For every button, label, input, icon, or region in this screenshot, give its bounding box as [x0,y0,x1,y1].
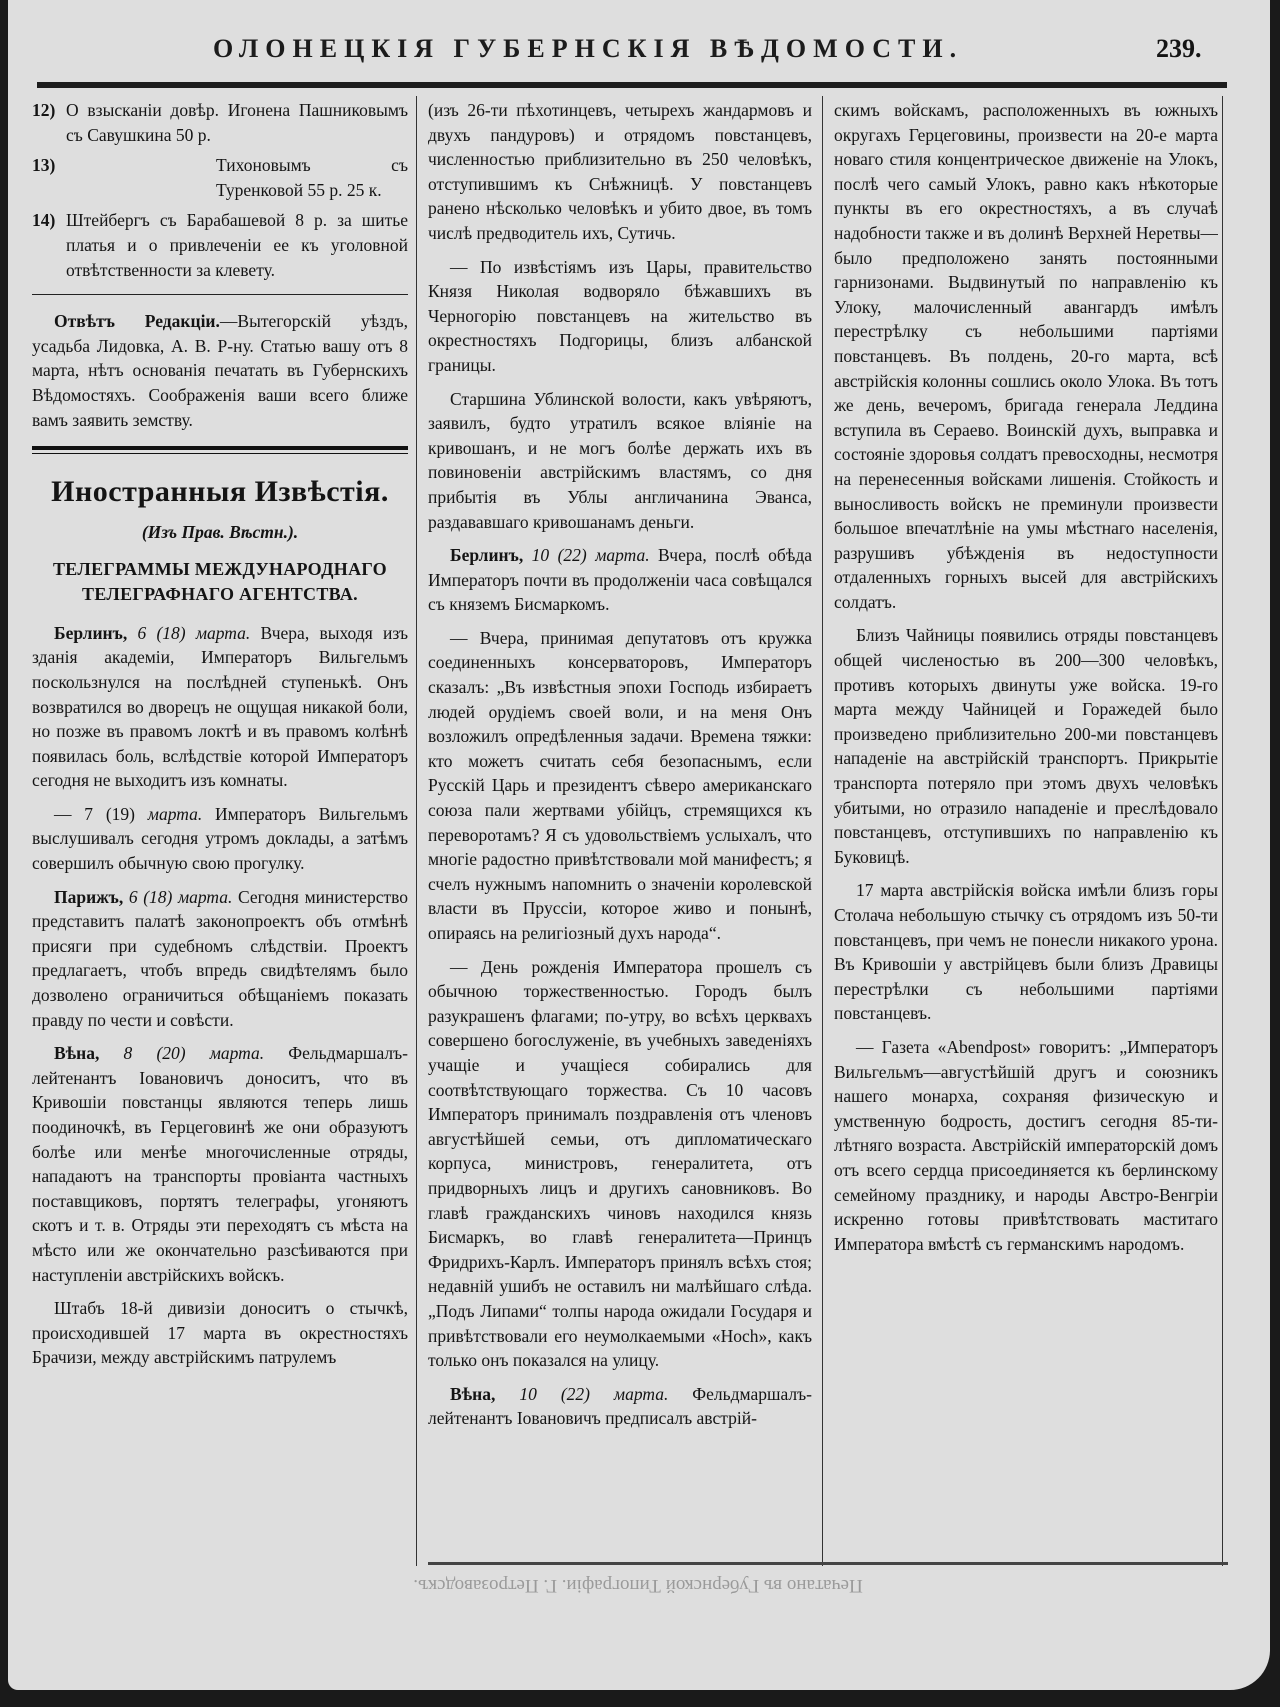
article-paragraph: Штабъ 18-й дивизіи доноситъ о стычкѣ, происходившей 17 марта въ окрестностяхъ Брачизи, между австрійскимъ патрулемъ [32,1298,408,1368]
article-paragraph: Близъ Чайницы появились отряды повстанцевъ общей численостью въ 200—300 человѣкъ, противъ которыхъ двинуты уже войска. 19-го марта между Чайницей и Горажедей было произведено приблизительно 200-ми повстанцевъ нападеніе на австрійскій транспортъ. Прикрытіе транспорта потеряло при этомъ двухъ человѣкъ убитыми, но отразило нападеніе и преслѣдовало повстанцевъ, отступившихъ по направленію къ Буковицѣ. [834,625,1218,867]
item-text: Штейбергъ съ Барабашевой 8 р. за шитье платья и о привлеченіи ее къ уголовной отвѣтственности за клевету. [66,210,408,280]
article-paragraph [32,1041,408,1287]
article-paragraph [428,543,812,617]
dateline-date: 8 (20) марта. [123,1043,265,1064]
section-rule [32,453,408,454]
source-note: (Изъ Прав. Вѣстн.). [141,522,299,543]
article-paragraph: — Газета «Abendpost» говоритъ: „Императоръ Вильгельмъ—августѣйшій другъ и союзникъ нашего монарха, сохраняя физическую и умственную бодрость, достигъ сегодня 85-ти-лѣтняго возраста. Австрійскій императорскій домъ отъ всего сердца присоединяется къ берлинскому семейному празднику, и народы Австро-Венгріи искренно готовы привѣтствовать маститаго Императора вмѣстѣ съ германскимъ народомъ. [834,1036,1218,1254]
paragraph-text: Императоръ Вильгельмъ выслушивалъ сегодня утромъ доклады, а затѣмъ совершилъ обычную свою прогулку. [32,803,408,874]
column-3 [834,98,1218,1564]
item-text: Тихоновымъ съ Туренковой 55 р. 25 к. [216,155,408,200]
dateline-date: марта. [147,803,203,824]
article-paragraph [32,885,408,1033]
dateline-place: Берлинъ, [450,545,524,566]
list-item [32,153,408,202]
article-paragraph: 17 марта австрійскія войска имѣли близъ горы Столача небольшую стычку съ отрядомъ изъ 50-ти повстанцевъ, при чемъ не понесли никакого урона. Въ Кривошіи у австрійцевъ были близъ Дравицы перестрѣлки съ небольшими партіями повстанцевъ. [834,880,1218,1024]
item-number: 13) [32,155,56,176]
article-paragraph: Старшина Ублинской волости, какъ увѣряютъ, заявилъ, будто утратилъ всякое вліяніе на кривошанъ, и не могъ болѣе держать ихъ въ повиновеніи австрійскимъ властямъ, со дня прибытія въ Ублы англичанина Эванса, раздававшаго кривошанамъ деньги. [428,388,812,532]
article-paragraph [428,1382,812,1431]
newspaper-page [8,0,1270,1690]
bottom-rule [428,1562,1228,1565]
divider [32,294,408,295]
paragraph-text: Фельдмаршалъ-лейтенантъ Іовановичъ доноситъ, что въ Кривошіи повстанцы являются теперь лишь поодиночкѣ, въ Герцеговинѣ же они образуютъ болѣе или менѣе многочисленные отряды, нападаютъ на транспорты провіанта частныхъ поставщиковъ, портятъ телеграфы, угоняютъ скотъ и т. в. Отряды эти переходятъ съ мѣста на мѣсто или же окончательно разсѣиваются при наступленіи австрійскихъ войскъ. [32,1043,408,1285]
article-paragraph: — День рожденія Императора прошелъ съ обычною торжественностью. Городъ былъ разукрашенъ флагами; по-утру, во всѣхъ церквахъ совершено богослуженіе, въ учебныхъ заведеніяхъ учащіе и учащіеся собирались для соотвѣтствующаго торжества. Съ 10 часовъ Императоръ принималъ поздравленія отъ членовъ августѣйшей семьи, отъ дипломатическаго корпуса, министровъ, генералитета, отъ придворныхъ лицъ и другихъ сановниковъ. Во главѣ гражданскихъ чиновъ находился князь Бисмаркъ, во главѣ генералитета—Принцъ Фридрихъ-Карлъ. Императоръ принялъ всѣхъ стоя; недавній ушибъ не оставилъ ни малѣйшаго слѣда. „Подъ Липами“ толпы народа ожидали Государя и привѣтствовали его неумолкаемыми «Hoch», какъ только онъ показался на улицу. [428,956,812,1371]
item-number: 14) [32,210,56,231]
paragraph-text: Вчера, выходя изъ зданія академіи, Императоръ Вильгельмъ поскользнулся на послѣдней ступенькѣ. Онъ возвратился во дворецъ не ощущая никакой боли, но позже въ правомъ локтѣ и въ правомъ колѣнѣ появилась боль, вслѣдствіе которой Императоръ сегодня не выходитъ изъ комнаты. [32,622,408,791]
masthead [8,34,1270,70]
column-1 [32,98,408,1564]
header-rule [37,82,1227,88]
dateline-place: — 7 (19) [54,803,135,824]
item-number: 12) [32,100,56,120]
article-paragraph: — Вчера, принимая депутатовъ отъ кружка соединенныхъ консерваторовъ, Императоръ сказалъ: „Въ извѣстныя эпохи Господь избираетъ людей орудіемъ своей воли, и на меня Онъ возложилъ опредѣленныя задачи. Времена тяжки: кто можетъ считать себя безопаснымъ, если Русскій Царь и президентъ сѣверо американскаго союза пали жертвами убійцъ, стремящихся къ переворотамъ? Я съ удовольствіемъ услыхалъ, что многіе радостно привѣтствовали мой манифестъ; я счелъ нужнымъ напомнить о значеніи королевской власти въ Пруссіи, которое живо и понынѣ, опираясь на религіозный духъ народа“. [428,627,812,943]
telegram-heading: ТЕЛЕГРАММЫ МЕЖДУНАРОДНАГО ТЕЛЕГРАФНАГО АГЕНТСТВА. [53,558,387,604]
article-paragraph: — По извѣстіямъ изъ Цары, правительство Князя Николая водворяло бѣжавшихъ въ Черногорію повстанцевъ на жительство въ окрестностяхъ Подгорицы, близъ албанской границы. [428,256,812,375]
editorial-reply [32,309,408,432]
dateline-date: 10 (22) марта. [519,1383,669,1404]
article-paragraph [32,802,408,876]
dateline-place: Парижъ, [54,886,124,907]
dateline-date: 10 (22) марта. [531,545,650,566]
dateline-place: Вѣна, [54,1043,100,1064]
article-paragraph: скимъ войскамъ, расположенныхъ въ южныхъ округахъ Герцеговины, произвести на 20-е марта новаго стиля концентрическое движеніе на Улокъ, послѣ чего самый Улокъ, равно какъ нѣкоторые пункты въ его окрестностяхъ, а въ случаѣ надобности также и въ долинѣ Верхней Неретвы—было предположено занять постоянными гарнизонами. Выдвинутый по направленію къ Улоку, малочисленный авангардъ имѣлъ перестрѣлку съ небольшими партіями повстанцевъ. Въ полдень, 20-го марта, всѣ австрійскія колонны сошлись около Улока. Въ тотъ же день, вечеромъ, бригада генерала Леддина вступила въ Сераево. Воинскій духъ, выправка и состояніе здоровья солдатъ превосходны, несмотря на перенесенныя войсками лишенія. Стойкость и выносливость войскъ не преминули произвести большое впечатлѣніе на умы мѣстнаго населенія, разрушивъ убѣжденія въ недоступности отдаленныхъ горныхъ высей для австрійскихъ солдатъ. [834,100,1218,612]
reply-text: —Вытегорскій уѣздъ, усадьба Лидовка, А. В. Р-ну. Статью вашу отъ 8 марта, нѣтъ основанія печатать въ Губернскихъ Вѣдомостяхъ. Соображенія ваши всего ближе вамъ заявить земству. [32,311,408,430]
column-2 [428,98,812,1564]
printer-imprint: Печатано въ Губернской Типографіи. Г. Петрозаводскъ. [413,1575,863,1596]
paragraph-text: Фельдмаршалъ-лейтенантъ Іовановичъ предписалъ австрій- [428,1383,812,1429]
article-paragraph [32,621,408,793]
page-number: 239. [1156,34,1202,63]
column-divider [1222,96,1223,1566]
section-rule [32,446,408,450]
dateline-place: Вѣна, [450,1383,496,1404]
item-text: О взысканіи довѣр. Игонена Пашниковымъ съ Савушкина 50 р. [66,100,408,145]
newspaper-title: ОЛОНЕЦКІЯ ГУБЕРНСКІЯ ВѢДОМОСТИ. [213,34,964,63]
dateline-date: 6 (18) марта. [137,622,251,643]
column-divider [822,96,823,1566]
dateline-place: Берлинъ, [54,622,128,643]
column-divider [416,96,417,1566]
reply-lead: Отвѣтъ Редакціи. [54,311,220,332]
section-title: Иностранныя Извѣстія. [51,475,389,509]
list-item [32,208,408,282]
dateline-date: 6 (18) марта. [128,886,233,907]
paragraph-text: Сегодня министерство представитъ палатѣ законопроектъ объ отмѣнѣ присяги при судебномъ слѣдствіи. Проектъ предлагаетъ, чтобъ впредь свидѣтелямъ было дозволено ограничиться обѣщаніемъ показать правду по чести и совѣсти. [32,886,408,1030]
paragraph-text: Вчера, послѣ обѣда Императоръ почти въ продолженіи часа совѣщался съ княземъ Бисмаркомъ. [428,545,812,615]
article-paragraph: (изъ 26-ти пѣхотинцевъ, четырехъ жандармовъ и двухъ пандуровъ) и отрядомъ повстанцевъ, численностью приблизительно въ 250 человѣкъ, отступившимъ къ Снѣжницѣ. У повстанцевъ ранено нѣсколько человѣкъ и убито двое, въ томъ числѣ предводитель ихъ, Сутичь. [428,100,812,243]
list-item [32,98,408,147]
